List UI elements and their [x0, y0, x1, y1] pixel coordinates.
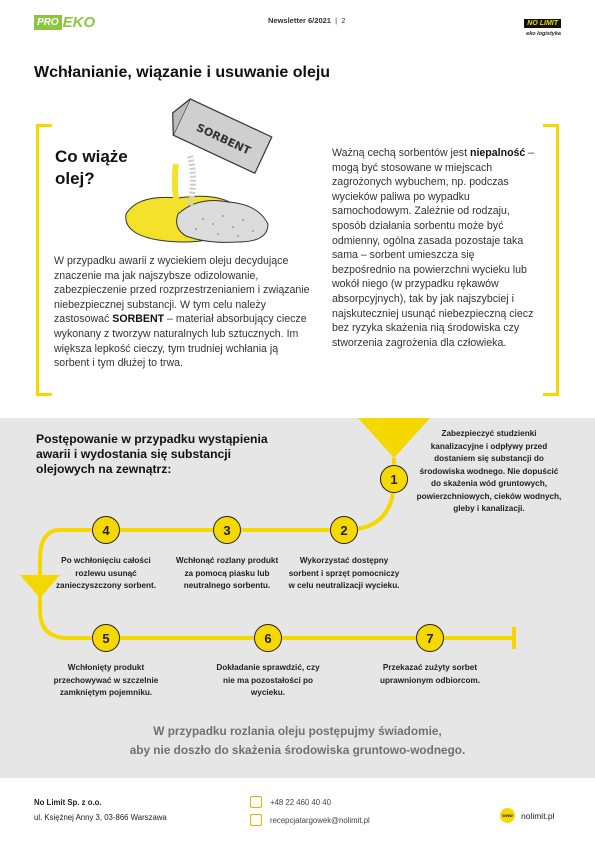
footer-website-link[interactable]: nolimit.pl — [521, 810, 555, 821]
logo-pro-text: PRO — [34, 15, 62, 30]
step-num-7: 7 — [426, 630, 434, 646]
footer-phone[interactable]: +48 22 460 40 40 — [270, 797, 331, 807]
step-num-4: 4 — [102, 522, 110, 538]
step-num-3: 3 — [223, 522, 231, 538]
page-title: Wchłanianie, wiązanie i usuwanie oleju — [34, 64, 331, 81]
www-icon: www — [500, 808, 515, 823]
closing-line-2: aby nie doszło do skażenia środowiska gruntowo-wodnego. — [129, 743, 466, 757]
logo-eko-text: EKO — [62, 14, 96, 31]
step-text-4: Po wchłonięciu całości rozlewu usunąć zanieczyszczony sorbent. — [55, 556, 157, 590]
step-text-3: Wchłonąć rozlany produkt za pomocą piasku lub neutralnego sorbentu. — [175, 556, 279, 590]
step-circle-5 — [92, 624, 120, 652]
step-text-6: Dokładanie sprawdzić, czy nie ma pozostałości po wycieku. — [216, 663, 320, 697]
step-circle-2 — [330, 516, 358, 544]
step-text-2: Wykorzystać dostępny sorbent i sprzęt pomocniczy w celu neutralizacji wycieku. — [288, 556, 400, 590]
footer-email-row[interactable] — [250, 812, 370, 828]
step-text-5: Wchłonięty produkt przechowywać w szczelnie zamkniętym pojemniku. — [53, 663, 159, 697]
left-text-strong: SORBENT — [112, 313, 165, 326]
closing-statement — [0, 722, 595, 760]
footer-contact — [250, 794, 370, 830]
step-circle-7 — [416, 624, 444, 652]
footer-phone-row[interactable] — [250, 794, 370, 810]
step-text-1: Zabezpieczyć studzienki kanalizacyjne i odpływy przed dostaniem się substancji do środowiska wodnego. Nie dopuścić do skażenia wód gruntowych, powierzchniowych, cieków wodnych, gleby i kanalizacji. — [416, 429, 562, 513]
question-line-1: Co wiąże — [55, 147, 128, 166]
step-circle-3 — [213, 516, 241, 544]
bag-label: SORBENT — [194, 121, 253, 158]
step-circle-1 — [380, 465, 408, 493]
step-text-7: Przekazać zużyty sorbet uprawnionym odbiorcom. — [379, 663, 481, 685]
question-line-2: olej? — [55, 169, 95, 188]
step-circle-4 — [92, 516, 120, 544]
right-text-part1: Ważną cechą sorbentów jest — [332, 147, 470, 159]
footer-address: ul. Księżnej Anny 3, 03-866 Warszawa — [34, 813, 167, 822]
closing-line-1: W przypadku rozlania oleju postępujmy świadomie, — [153, 724, 442, 738]
footer-website[interactable] — [500, 808, 555, 823]
left-text-part1: W przypadku awarii z wyciekiem oleju decydujące znaczenie ma jak najszybsze odizolowanie, zabezpieczenie przed rozprzestrzenianiem i związanie niebezpiecznej substancji. W tym celu należy zastosować — [54, 255, 310, 326]
nolimit-logo-sub: eko logistyka — [526, 31, 561, 37]
step-num-5: 5 — [102, 630, 110, 646]
newsletter-label: Newsletter 6/2021 — [268, 16, 331, 25]
procedure-title: Postępowanie w przypadku wystąpienia awarii i wydostania się substancji olejowych na zewnątrz: — [36, 432, 268, 476]
nolimit-logo-text: NO LIMIT — [524, 19, 561, 28]
page-number: 2 — [341, 16, 346, 25]
email-icon — [250, 814, 262, 826]
phone-icon — [250, 796, 262, 808]
right-text-strong: niepalność — [469, 147, 526, 159]
step-num-6: 6 — [264, 630, 272, 646]
footer-company-name: No Limit Sp. z o.o. — [34, 798, 102, 807]
footer-email[interactable]: recepcjatargowek@nolimit.pl — [270, 815, 370, 825]
footer-company-info — [34, 795, 167, 825]
right-text-part2: – mogą być stosowane w miejscach zagrożonych wybuchem, np. podczas wycieków paliwa po wypadku samochodowym. Zależnie od rodzaju, sposób działania sorbentu może być odmienny, ogólna zasada pozostaje taka sama – sorbent umieszcza się bezpośrednio na powierzchni wycieku lub wokół niego (w przypadku rękawów absorpcyjnych), tak by jak najszybciej i najskuteczniej usunąć niebezpieczną ciecz bez ryzyka skażenia nią środowiska czy stworzenia zagrożenia dla człowieka. — [332, 147, 535, 349]
left-text-part2: – materiał absorbujący ciecze wykonany z tworzyw naturalnych lub sztucznych. Im większa lepkość cieczy, tym trudniej wchłania ją sorbent i tym dłużej to trwa. — [54, 313, 307, 370]
step-circle-6 — [254, 624, 282, 652]
step-num-2: 2 — [340, 522, 348, 538]
page-separator: | — [335, 16, 338, 25]
step-num-1: 1 — [390, 471, 398, 487]
